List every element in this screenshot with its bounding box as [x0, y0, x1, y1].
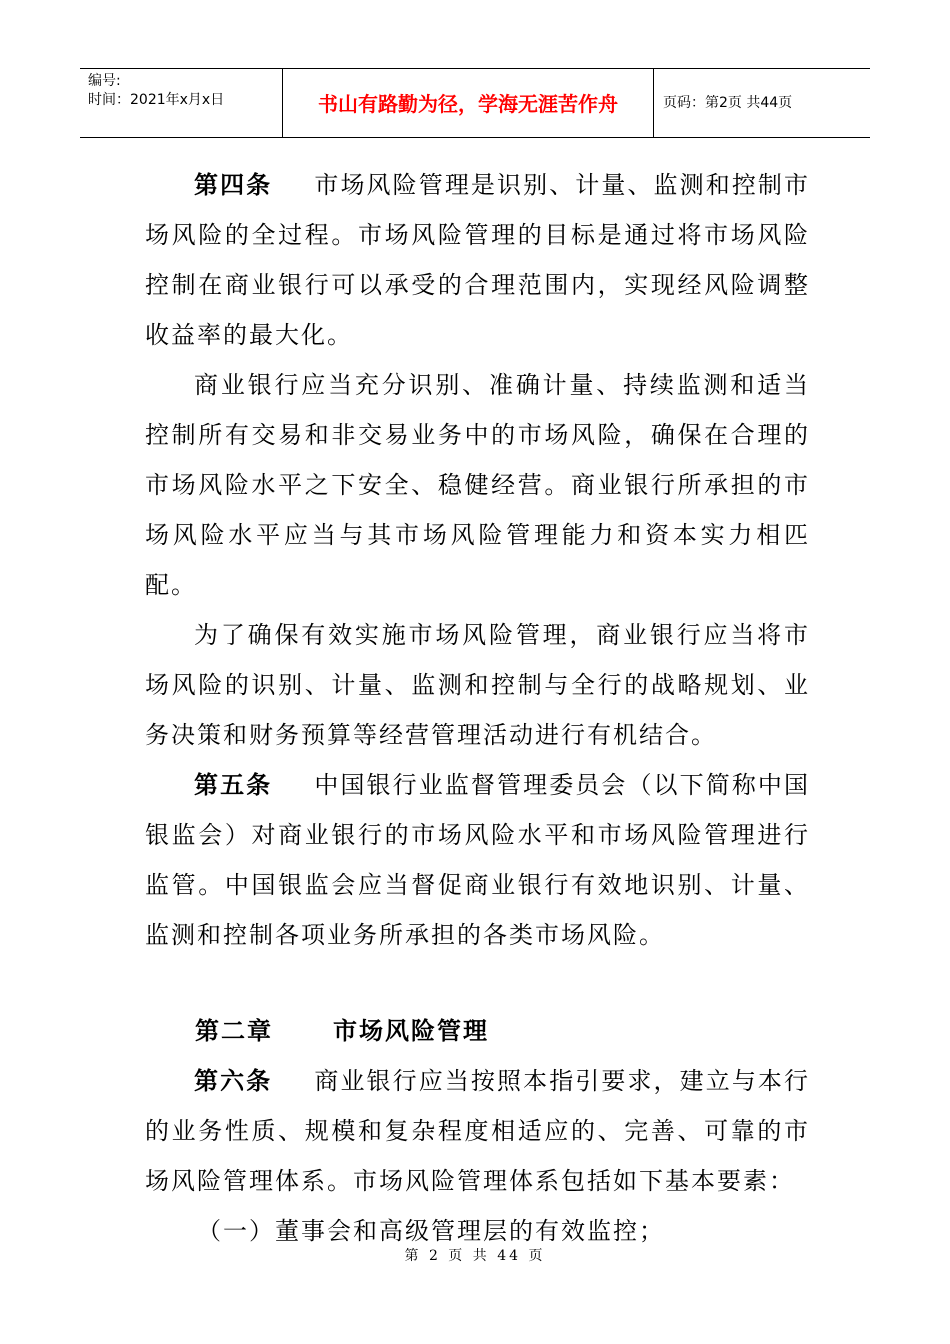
article-4-paragraph-2: 商业银行应当充分识别、准确计量、持续监测和适当控制所有交易和非交易业务中的市场风险，确保在合理的市场风险水平之下安全、稳健经营。商业银行所承担的市场风险水平应当与其市场风险管理能力和资本实力相匹配。 — [145, 371, 810, 599]
article-4-paragraph-3: 为了确保有效实施市场风险管理，商业银行应当将市场风险的识别、计量、监测和控制与全行的战略规划、业务决策和财务预算等经营管理活动进行有机结合。 — [145, 621, 810, 749]
list-item: （一）董事会和高级管理层的有效监控； — [197, 1217, 665, 1245]
article-5-text: 中国银行业监督管理委员会（以下简称中国银监会）对商业银行的市场风险水平和市场风险管理进行监管。中国银监会应当督促商业银行有效地识别、计量、监测和控制各项业务所承担的各类市场风险。 — [145, 771, 811, 949]
chapter-heading — [145, 1006, 810, 1056]
header-motto: 书山有路勤为径，学海无涯苦作舟 — [318, 92, 618, 116]
header-info-cell — [80, 69, 283, 137]
article-5-paragraph — [145, 760, 810, 960]
article-6-text: 商业银行应当按照本指引要求，建立与本行的业务性质、规模和复杂程度相适应的、完善、可靠的市场风险管理体系。市场风险管理体系包括如下基本要素： — [145, 1067, 811, 1195]
header-page-label: 页码：第2页 共44页 — [663, 95, 793, 111]
article-5-title: 第五条 — [194, 770, 273, 799]
header-page-cell — [654, 69, 870, 137]
document-body — [145, 160, 810, 1256]
document-time-label: 时间：2021年x月x日 — [88, 92, 225, 108]
article-4-title: 第四条 — [194, 170, 273, 199]
document-header — [80, 68, 870, 138]
page-footer: 第 2 页 共 44 页 — [404, 1248, 546, 1264]
article-4-text: 市场风险管理是识别、计量、监测和控制市场风险的全过程。市场风险管理的目标是通过将市场风险控制在商业银行可以承受的合理范围内，实现经风险调整收益率的最大化。 — [145, 171, 811, 349]
document-number-label: 编号: — [88, 73, 121, 89]
header-motto-cell — [283, 69, 654, 137]
article-6-title: 第六条 — [194, 1066, 273, 1095]
chapter-number: 第二章 — [195, 1016, 273, 1045]
article-6-paragraph — [145, 1056, 810, 1206]
chapter-title: 市场风险管理 — [333, 1016, 489, 1045]
article-4-paragraph — [145, 160, 810, 360]
